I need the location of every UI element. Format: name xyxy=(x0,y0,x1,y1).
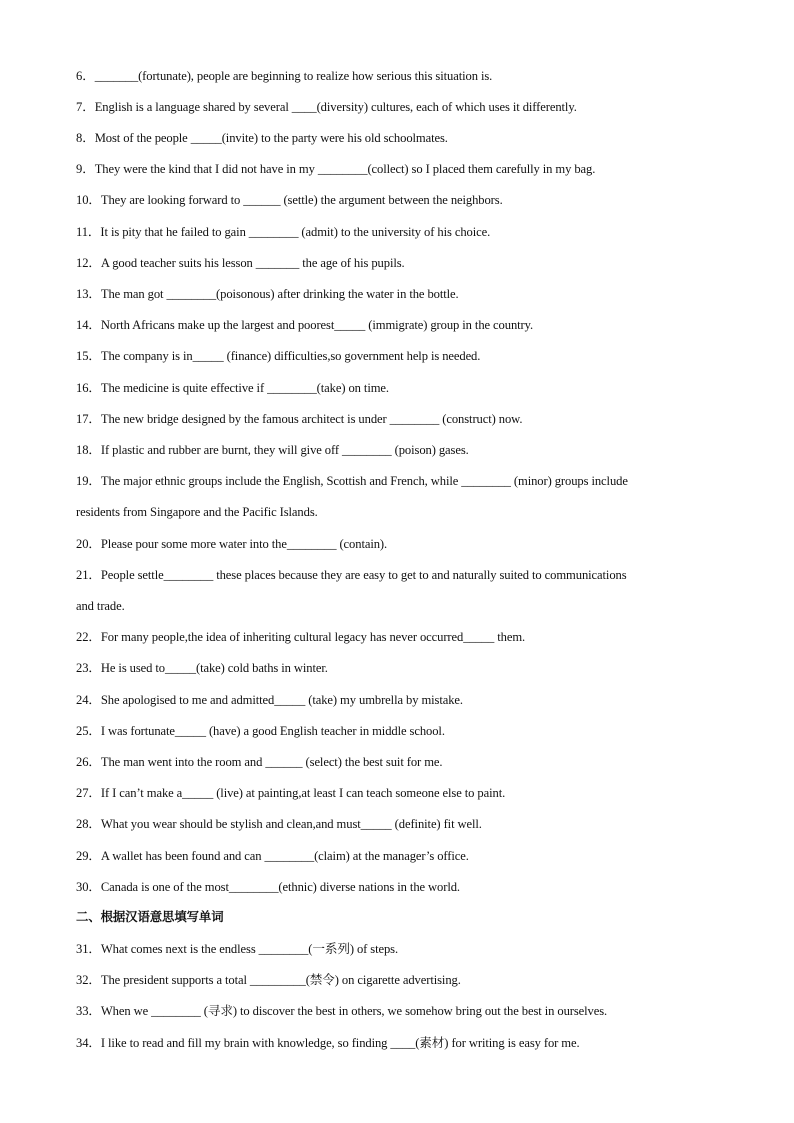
question-24: 24．She apologised to me and admitted_____ (take) my umbrella by mistake. xyxy=(76,693,463,707)
question-8: 8．Most of the people _____(invite) to the party were his old schoolmates. xyxy=(76,131,448,145)
question-10: 10．They are looking forward to ______ (settle) the argument between the neighbors. xyxy=(76,193,503,207)
question-17: 17．The new bridge designed by the famous architect is under ________ (construct) now. xyxy=(76,412,523,426)
question-21: 21．People settle________ these places because they are easy to get to and naturally suited to communications xyxy=(76,568,627,582)
question-19-continued: residents from Singapore and the Pacific Islands. xyxy=(76,505,318,519)
question-9: 9．They were the kind that I did not have in my ________(collect) so I placed them carefully in my bag. xyxy=(76,162,596,176)
question-26: 26．The man went into the room and ______ (select) the best suit for me. xyxy=(76,755,443,769)
question-22: 22．For many people,the idea of inheriting cultural legacy has never occurred_____ them. xyxy=(76,630,526,644)
question-6: 6．_______(fortunate), people are beginning to realize how serious this situation is. xyxy=(76,69,493,83)
question-14: 14．North Africans make up the largest and poorest_____ (immigrate) group in the country. xyxy=(76,318,534,332)
question-30: 30．Canada is one of the most________(ethnic) diverse nations in the world. xyxy=(76,880,460,894)
question-25: 25．I was fortunate_____ (have) a good English teacher in middle school. xyxy=(76,724,445,738)
question-20: 20．Please pour some more water into the________ (contain). xyxy=(76,537,388,551)
question-21-continued: and trade. xyxy=(76,599,125,613)
question-11: 11．It is pity that he failed to gain ________ (admit) to the university of his choice. xyxy=(76,225,491,239)
question-13: 13．The man got ________(poisonous) after drinking the water in the bottle. xyxy=(76,287,459,301)
question-27: 27．If I can’t make a_____ (live) at painting,at least I can teach someone else to paint. xyxy=(76,786,506,800)
question-16: 16．The medicine is quite effective if ________(take) on time. xyxy=(76,381,389,395)
question-29: 29．A wallet has been found and can ________(claim) at the manager’s office. xyxy=(76,849,469,863)
question-15: 15．The company is in_____ (finance) difficulties,so government help is needed. xyxy=(76,349,481,363)
question-23: 23．He is used to_____(take) cold baths in winter. xyxy=(76,661,328,675)
question-19: 19．The major ethnic groups include the English, Scottish and French, while ________ (minor) groups include xyxy=(76,474,628,488)
question-33: 33．When we ________ (寻求) to discover the best in others, we somehow bring out the best in ourselves. xyxy=(76,1004,608,1018)
question-12: 12．A good teacher suits his lesson _______ the age of his pupils. xyxy=(76,256,405,270)
question-28: 28．What you wear should be stylish and clean,and must_____ (definite) fit well. xyxy=(76,817,482,831)
question-7: 7．English is a language shared by several ____(diversity) cultures, each of which uses it differently. xyxy=(76,100,577,114)
section-heading: 二、根据汉语意思填写单词 xyxy=(76,909,224,924)
question-31: 31．What comes next is the endless ________(一系列) of steps. xyxy=(76,942,399,956)
question-32: 32．The president supports a total _________(禁令) on cigarette advertising. xyxy=(76,973,461,987)
question-34: 34．I like to read and fill my brain with knowledge, so finding ____(素材) for writing is easy for me. xyxy=(76,1036,580,1050)
question-18: 18．If plastic and rubber are burnt, they will give off ________ (poison) gases. xyxy=(76,443,469,457)
